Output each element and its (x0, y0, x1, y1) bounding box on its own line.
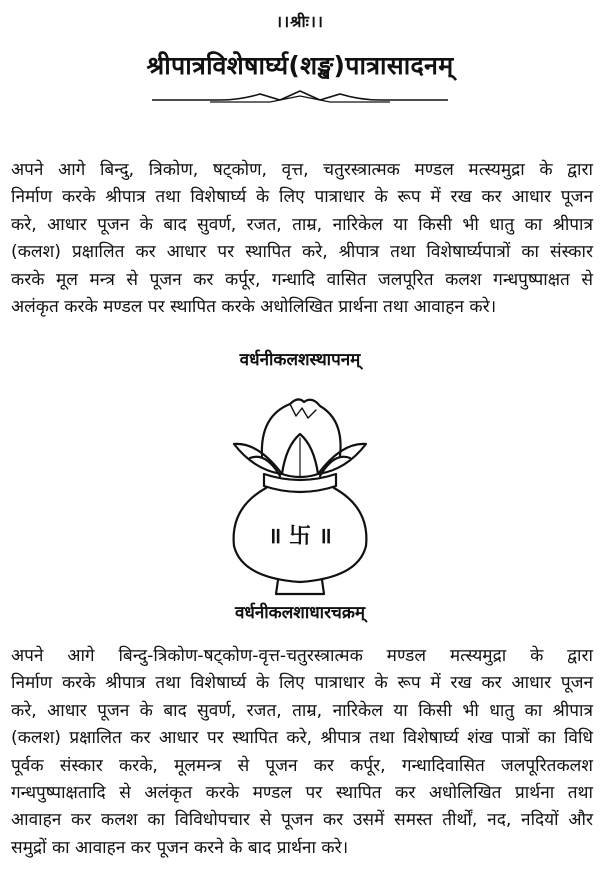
paragraph-line: अलंकृत करके मण्डल पर स्थापित करके अधोलिखित प्रार्थना तथा आवाहन करे। (11, 297, 497, 318)
paragraph-line: निर्माण करके श्रीपात्र तथा विशेषार्घ्य के लिए पात्राधार के रूप में रख कर आधार पूजन (11, 187, 593, 208)
paragraph-line: अपने आगे बिन्दु, त्रिकोण, षट्कोण, वृत्त, चतुरस्त्रात्मक मण्डल मत्स्यमुद्रा के द्वारा (11, 160, 593, 180)
paragraph-2 (11, 643, 593, 862)
paragraph-line: पूर्वक संस्कार करके, मूलमन्त्र से पूजन कर कर्पूर, गन्धादिवासित जलपूरितकलश (11, 755, 593, 776)
paragraph-line: (कलश) प्रक्षालित कर आधार पर स्थापित करे, श्रीपात्र तथा विशेषार्घ्यपात्रों का संस्कार (11, 242, 593, 263)
page-title: श्रीपात्रविशेषार्घ्य(शङ्ख)पात्रासादनम् (146, 51, 454, 80)
paragraph-line: समुद्रों का आवाहन कर पूजन करने के बाद प्रार्थना करे। (11, 837, 349, 858)
paragraph-line: (कलश) प्रक्षालित कर आधार पर स्थापित करे, श्रीपात्र तथा विशेषार्घ्य शंख पात्रों का विधि (11, 728, 593, 749)
invocation-mark: ।।श्रीः।। (276, 12, 324, 31)
title-ornament (150, 88, 450, 108)
paragraph-line: निर्माण करके श्रीपात्र तथा विशेषार्घ्य के लिए पात्राधार के रूप में रख कर आधार पूजन (11, 673, 593, 694)
swastika-symbol: ॥ 卐 ॥ (268, 524, 332, 549)
paragraph-line: करे, आधार पूजन के बाद सुवर्ण, रजत, ताम्र, नारिकेल या किसी भी धातु का श्रीपात्र (11, 700, 593, 721)
paragraph-line: अपने आगे बिन्दु-त्रिकोण-षट्कोण-वृत्त-चतुरस्त्रात्मक मण्डल मत्स्यमुद्रा के द्वारा (11, 646, 593, 666)
figure-caption-top: वर्धनीकलशस्थापनम् (239, 350, 361, 370)
paragraph-line: आवाहन कर कलश का विविधोपचार से पूजन कर उसमें समस्त तीर्थों, नद, नदियों और (11, 810, 593, 831)
paragraph-line: गन्धपुष्पाक्षतादि से अलंकृत करके मण्डल पर स्थापित कर अधोलिखित प्रार्थना तथा (11, 783, 593, 804)
kalash-illustration (220, 386, 380, 596)
figure-caption-bottom: वर्धनीकलशाधारचक्रम् (234, 603, 366, 623)
paragraph-line: करे, आधार पूजन के बाद सुवर्ण, रजत, ताम्र, नारिकेल या किसी भी धातु का श्रीपात्र (11, 214, 593, 235)
paragraph-1 (11, 157, 593, 321)
paragraph-line: करके मूल मन्त्र से पूजन कर कर्पूर, गन्धादि वासित जलपूरित कलश गन्धपुष्पाक्षत से (11, 269, 593, 290)
